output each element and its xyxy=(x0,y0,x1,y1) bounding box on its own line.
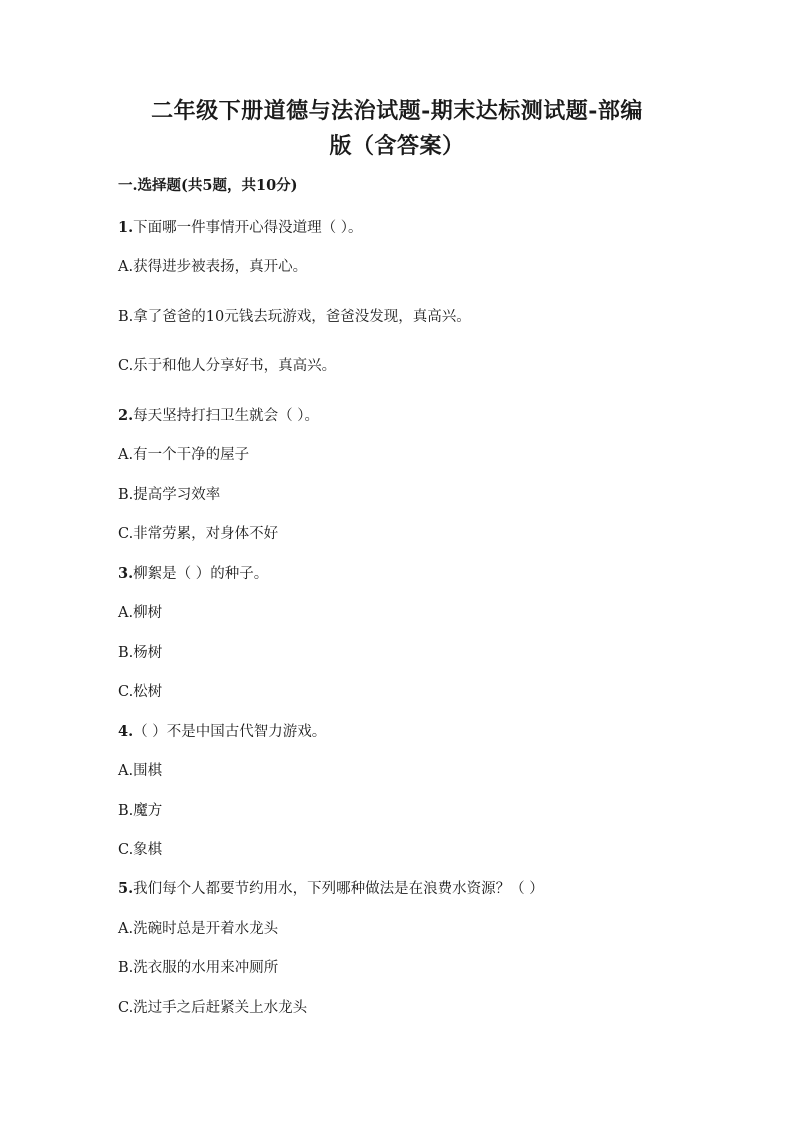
question-number: 2. xyxy=(118,407,134,424)
question-1 xyxy=(118,216,363,240)
question-1-option-a: A.获得进步被表扬，真开心。 xyxy=(118,259,308,275)
question-2 xyxy=(118,404,319,428)
question-4 xyxy=(118,720,326,744)
question-2-option-c: C.非常劳累，对身体不好 xyxy=(118,526,279,542)
question-2-option-b: B.提高学习效率 xyxy=(118,487,221,503)
page-title-line-2: 版（含答案） xyxy=(329,133,465,159)
question-5 xyxy=(118,877,544,901)
question-3-option-b: B.杨树 xyxy=(118,645,163,661)
question-4-option-b: B.魔方 xyxy=(118,803,163,819)
question-4-option-c: C.象棋 xyxy=(118,842,163,858)
page-title-line-1: 二年级下册道德与法治试题-期末达标测试题-部编 xyxy=(151,98,643,124)
question-text: （ ）不是中国古代智力游戏。 xyxy=(133,724,327,740)
question-5-option-b: B.洗衣服的水用来冲厕所 xyxy=(118,960,279,976)
question-number: 1. xyxy=(118,219,134,236)
question-1-option-b: B.拿了爸爸的10元钱去玩游戏，爸爸没发现，真高兴。 xyxy=(118,309,471,325)
section-heading: 一.选择题(共5题，共10分) xyxy=(118,177,298,194)
question-5-option-a: A.洗碗时总是开着水龙头 xyxy=(118,921,279,937)
question-1-option-c: C.乐于和他人分享好书，真高兴。 xyxy=(118,358,337,374)
question-number: 4. xyxy=(118,723,134,740)
question-number: 5. xyxy=(118,880,134,897)
question-4-option-a: A.围棋 xyxy=(118,763,163,779)
question-3-option-a: A.柳树 xyxy=(118,605,163,621)
question-3-option-c: C.松树 xyxy=(118,684,163,700)
question-3 xyxy=(118,562,268,586)
question-text: 柳絮是（ ）的种子。 xyxy=(133,566,269,582)
question-2-option-a: A.有一个干净的屋子 xyxy=(118,447,250,463)
question-5-option-c: C.洗过手之后赶紧关上水龙头 xyxy=(118,1000,308,1016)
question-number: 3. xyxy=(118,565,134,582)
question-text: 每天坚持打扫卫生就会（ ）。 xyxy=(133,408,319,424)
question-text: 下面哪一件事情开心得没道理（ ）。 xyxy=(133,220,363,236)
question-text: 我们每个人都要节约用水，下列哪种做法是在浪费水资源？（ ） xyxy=(133,881,544,897)
